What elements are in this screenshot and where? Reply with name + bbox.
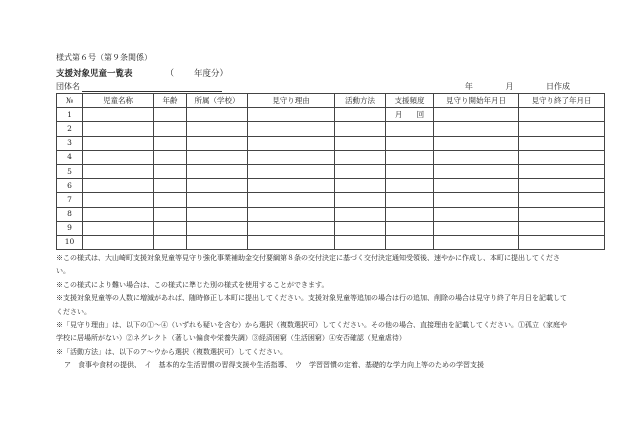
cell-frequency[interactable] — [386, 221, 434, 235]
cell-frequency[interactable] — [386, 164, 434, 178]
note-line: い。 — [56, 267, 70, 276]
cell-frequency[interactable] — [386, 207, 434, 221]
cell-start-date[interactable] — [434, 235, 519, 249]
cell-method[interactable] — [335, 235, 386, 249]
cell-frequency[interactable] — [386, 122, 434, 136]
freq-month: 月 — [394, 109, 403, 119]
cell-start-date[interactable] — [434, 150, 519, 164]
row-number: 7 — [57, 193, 83, 207]
cell-child-name[interactable] — [83, 221, 154, 235]
table-row — [57, 193, 605, 207]
cell-school[interactable] — [187, 235, 248, 249]
cell-child-name[interactable] — [83, 108, 154, 122]
col-school: 所属（学校） — [187, 94, 248, 108]
notes-section — [56, 252, 608, 373]
cell-child-name[interactable] — [83, 193, 154, 207]
cell-school[interactable] — [187, 164, 248, 178]
cell-reason[interactable] — [248, 136, 335, 150]
cell-start-date[interactable] — [434, 207, 519, 221]
cell-method[interactable] — [335, 221, 386, 235]
note-line: ※「見守り理由」は、以下の①～④（いずれも疑いを含む）から選択（複数選択可）してください。その他の場合、直接理由を記載してください。①孤立（家庭や — [56, 321, 567, 330]
table-row — [57, 207, 605, 221]
cell-age[interactable] — [154, 150, 187, 164]
col-reason: 見守り理由 — [248, 94, 335, 108]
row-number: 3 — [57, 136, 83, 150]
cell-start-date[interactable] — [434, 136, 519, 150]
note-line: ※「活動方法」は、以下のア～ウから選択（複数選択可）してください。 — [56, 347, 287, 356]
col-number: № — [57, 94, 83, 108]
cell-start-date[interactable] — [434, 122, 519, 136]
row-number: 1 — [57, 108, 83, 122]
form-number: 様式第６号（第９条関係） — [56, 53, 152, 62]
cell-end-date[interactable] — [519, 235, 605, 249]
cell-method[interactable] — [335, 136, 386, 150]
col-age: 年齢 — [154, 94, 187, 108]
date-month: 月 — [505, 82, 514, 91]
cell-frequency[interactable] — [386, 150, 434, 164]
cell-child-name[interactable] — [83, 136, 154, 150]
cell-reason[interactable] — [248, 235, 335, 249]
cell-school[interactable] — [187, 207, 248, 221]
cell-age[interactable] — [154, 164, 187, 178]
cell-reason[interactable] — [248, 207, 335, 221]
cell-end-date[interactable] — [519, 179, 605, 193]
cell-reason[interactable] — [248, 193, 335, 207]
cell-end-date[interactable] — [519, 150, 605, 164]
table-row — [57, 179, 605, 193]
note-line: ください。 — [56, 307, 91, 316]
cell-end-date[interactable] — [519, 221, 605, 235]
row-number: 10 — [57, 235, 83, 249]
note-line: ア 食事や食材の提供、 イ 基本的な生活習慣の習得支援や生活指導、 ウ 学習習慣の定着、基礎的な学力向上等のための学習支援 — [64, 361, 484, 370]
fiscal-year-close: 年度分） — [194, 69, 229, 79]
cell-school[interactable] — [187, 179, 248, 193]
cell-school[interactable] — [187, 122, 248, 136]
cell-school[interactable] — [187, 150, 248, 164]
creation-date — [465, 81, 570, 92]
cell-frequency[interactable] — [386, 193, 434, 207]
col-frequency: 支援頻度 — [386, 94, 434, 108]
cell-school[interactable] — [187, 136, 248, 150]
note-line: ※この様式により難い場合は、この様式に準じた別の様式を使用することができます。 — [56, 280, 329, 289]
date-year: 年 — [464, 82, 473, 91]
cell-reason[interactable] — [248, 108, 335, 122]
row-number: 4 — [57, 150, 83, 164]
col-end-date: 見守り終了年月日 — [519, 94, 605, 108]
note-line: ※支援対象児童等の人数に増減があれば、随時修正し本町に提出してください。支援対象児童等追加の場合は行の追加、削除の場合は見守り終了年月日を記載して — [56, 294, 567, 303]
cell-end-date[interactable] — [519, 164, 605, 178]
cell-method[interactable] — [335, 108, 386, 122]
col-child-name: 児童名称 — [83, 94, 154, 108]
date-day: 日作成 — [546, 82, 570, 91]
cell-frequency[interactable] — [386, 179, 434, 193]
cell-reason[interactable] — [248, 164, 335, 178]
row-number: 6 — [57, 179, 83, 193]
cell-end-date[interactable] — [519, 193, 605, 207]
cell-start-date[interactable] — [434, 221, 519, 235]
table-row — [57, 122, 605, 136]
cell-reason[interactable] — [248, 221, 335, 235]
table-row — [57, 150, 605, 164]
table-row — [57, 164, 605, 178]
fiscal-year — [165, 69, 228, 79]
cell-end-date[interactable] — [519, 122, 605, 136]
cell-method[interactable] — [335, 122, 386, 136]
cell-reason[interactable] — [248, 150, 335, 164]
fiscal-year-open: （ — [165, 69, 174, 79]
cell-child-name[interactable] — [83, 122, 154, 136]
cell-child-name[interactable] — [83, 235, 154, 249]
cell-start-date[interactable] — [434, 179, 519, 193]
note-line: 学校に居場所がない）②ネグレクト（著しい偏食や栄養失調）③経済困窮（生活困窮）④安否確認（児童虐待） — [56, 334, 406, 343]
cell-method[interactable] — [335, 164, 386, 178]
cell-child-name[interactable] — [83, 164, 154, 178]
table-row — [57, 235, 605, 249]
table-row — [57, 221, 605, 235]
org-underline — [82, 82, 222, 92]
cell-frequency[interactable] — [386, 108, 434, 122]
cell-age[interactable] — [154, 235, 187, 249]
cell-end-date[interactable] — [519, 136, 605, 150]
cell-age[interactable] — [154, 136, 187, 150]
cell-method[interactable] — [335, 179, 386, 193]
org-label: 団体名 — [56, 82, 80, 91]
cell-start-date[interactable] — [434, 193, 519, 207]
cell-frequency[interactable] — [386, 136, 434, 150]
cell-child-name[interactable] — [83, 179, 154, 193]
cell-school[interactable] — [187, 193, 248, 207]
cell-child-name[interactable] — [83, 207, 154, 221]
organization-field — [56, 81, 222, 92]
cell-age[interactable] — [154, 193, 187, 207]
cell-school[interactable] — [187, 221, 248, 235]
cell-end-date[interactable] — [519, 108, 605, 122]
row-number: 2 — [57, 122, 83, 136]
document-title — [56, 67, 228, 79]
cell-age[interactable] — [154, 221, 187, 235]
cell-start-date[interactable] — [434, 108, 519, 122]
table-header-row — [57, 94, 605, 108]
cell-age[interactable] — [154, 108, 187, 122]
table-row — [57, 136, 605, 150]
cell-frequency[interactable] — [386, 235, 434, 249]
cell-child-name[interactable] — [83, 150, 154, 164]
cell-reason[interactable] — [248, 179, 335, 193]
row-number: 9 — [57, 221, 83, 235]
cell-age[interactable] — [154, 179, 187, 193]
cell-method[interactable] — [335, 207, 386, 221]
cell-reason[interactable] — [248, 122, 335, 136]
cell-school[interactable] — [187, 108, 248, 122]
title-text: 支援対象児童一覧表 — [56, 69, 133, 79]
row-number: 5 — [57, 164, 83, 178]
cell-method[interactable] — [335, 150, 386, 164]
cell-end-date[interactable] — [519, 207, 605, 221]
freq-times: 回 — [416, 109, 425, 119]
note-line: ※この様式は、大山崎町支援対象児童等見守り強化事業補助金交付要綱第８条の交付決定に基づく交付決定通知受領後、速やかに作成し、本町に提出してくださ — [56, 254, 560, 262]
col-method: 活動方法 — [335, 94, 386, 108]
cell-method[interactable] — [335, 193, 386, 207]
cell-start-date[interactable] — [434, 164, 519, 178]
cell-age[interactable] — [154, 122, 187, 136]
cell-age[interactable] — [154, 207, 187, 221]
table-row — [57, 108, 605, 122]
children-table — [56, 93, 605, 250]
col-start-date: 見守り開始年月日 — [434, 94, 519, 108]
row-number: 8 — [57, 207, 83, 221]
